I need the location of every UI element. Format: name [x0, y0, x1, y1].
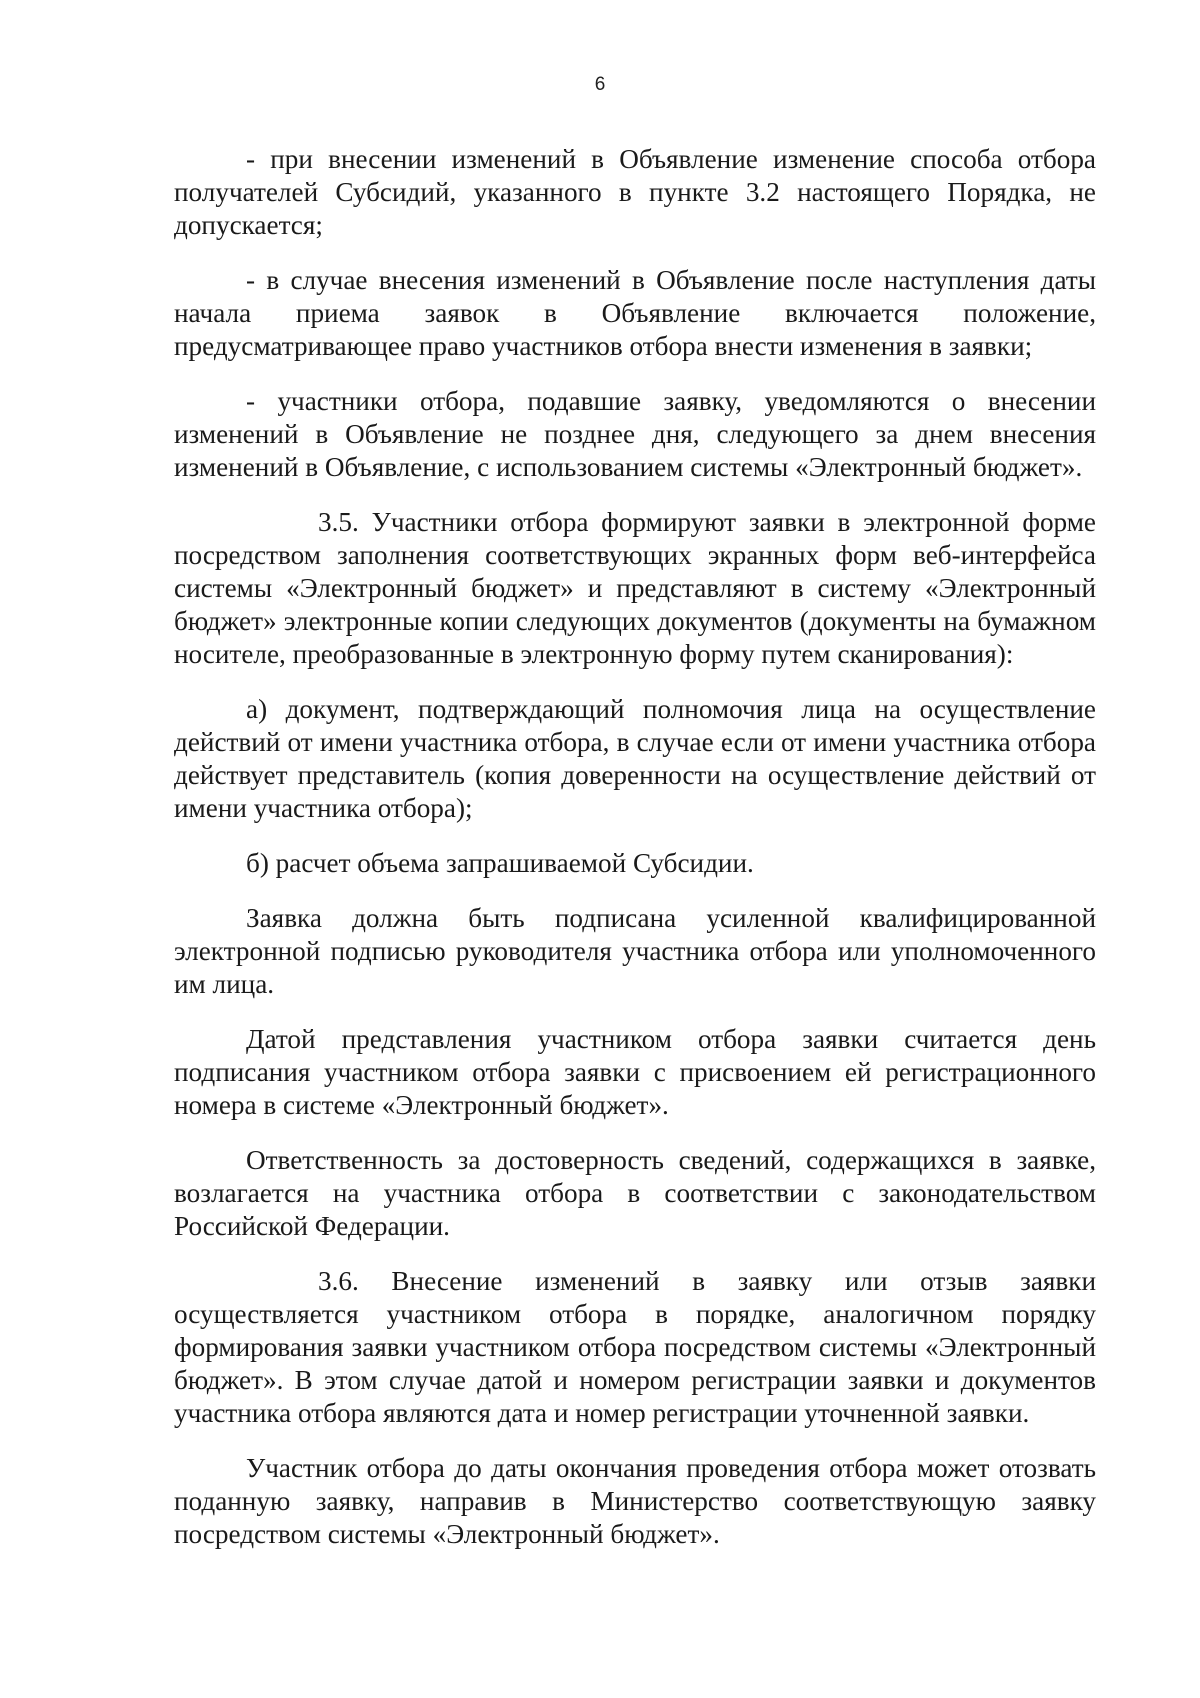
clause-number: 3.6. [318, 1266, 359, 1296]
list-item-b [174, 847, 1096, 880]
paragraph [174, 1144, 1096, 1243]
clause-3-5 [174, 506, 1096, 671]
paragraph-text: б) расчет объема запрашиваемой Субсидии. [246, 848, 754, 878]
paragraph-text: - в случае внесения изменений в Объявление после наступления даты начала приема заявок в Объявление включается положение, предусматривающее право участников отбора внести изменения в заявки; [174, 265, 1096, 361]
paragraph [174, 385, 1096, 484]
paragraph-text: Внесение изменений в заявку или отзыв заявки осуществляется участником отбора в порядке, аналогичном порядку формирования заявки участником отбора посредством системы «Электронный бюджет». В этом случае датой и номером регистрации заявки и документов участника отбора являются дата и номер регистрации уточненной заявки. [174, 1266, 1096, 1428]
paragraph-text: Датой представления участником отбора заявки считается день подписания участником отбора заявки с присвоением ей регистрационного номера в системе «Электронный бюджет». [174, 1024, 1096, 1120]
clause-3-6 [174, 1265, 1096, 1430]
paragraph-text: Участник отбора до даты окончания проведения отбора может отозвать поданную заявку, направив в Министерство соответствующую заявку посредством системы «Электронный бюджет». [174, 1453, 1096, 1549]
paragraph [174, 264, 1096, 363]
paragraph-text: - при внесении изменений в Объявление изменение способа отбора получателей Субсидий, указанного в пункте 3.2 настоящего Порядка, не допускается; [174, 144, 1096, 240]
paragraph-text: Участники отбора формируют заявки в электронной форме посредством заполнения соответствующих экранных форм веб-интерфейса системы «Электронный бюджет» и представляют в систему «Электронный бюджет» электронные копии следующих документов (документы на бумажном носителе, преобразованные в электронную форму путем сканирования): [174, 507, 1096, 669]
clause-number: 3.5. [318, 507, 359, 537]
paragraph [174, 1452, 1096, 1551]
paragraph-text: - участники отбора, подавшие заявку, уведомляются о внесении изменений в Объявление не позднее дня, следующего за днем внесения изменений в Объявление, с использованием системы «Электронный бюджет». [174, 386, 1096, 482]
paragraph-text: а) документ, подтверждающий полномочия лица на осуществление действий от имени участника отбора, в случае если от имени участника отбора действует представитель (копия доверенности на осуществление действий от имени участника отбора); [174, 694, 1096, 823]
list-item-a [174, 693, 1096, 825]
document-body [174, 143, 1096, 1573]
paragraph-text: Ответственность за достоверность сведений, содержащихся в заявке, возлагается на участника отбора в соответствии с законодательством Российской Федерации. [174, 1145, 1096, 1241]
paragraph [174, 902, 1096, 1001]
paragraph-text: Заявка должна быть подписана усиленной квалифицированной электронной подписью руководителя участника отбора или уполномоченного им лица. [174, 903, 1096, 999]
paragraph [174, 1023, 1096, 1122]
page-number: 6 [594, 74, 606, 95]
paragraph [174, 143, 1096, 242]
